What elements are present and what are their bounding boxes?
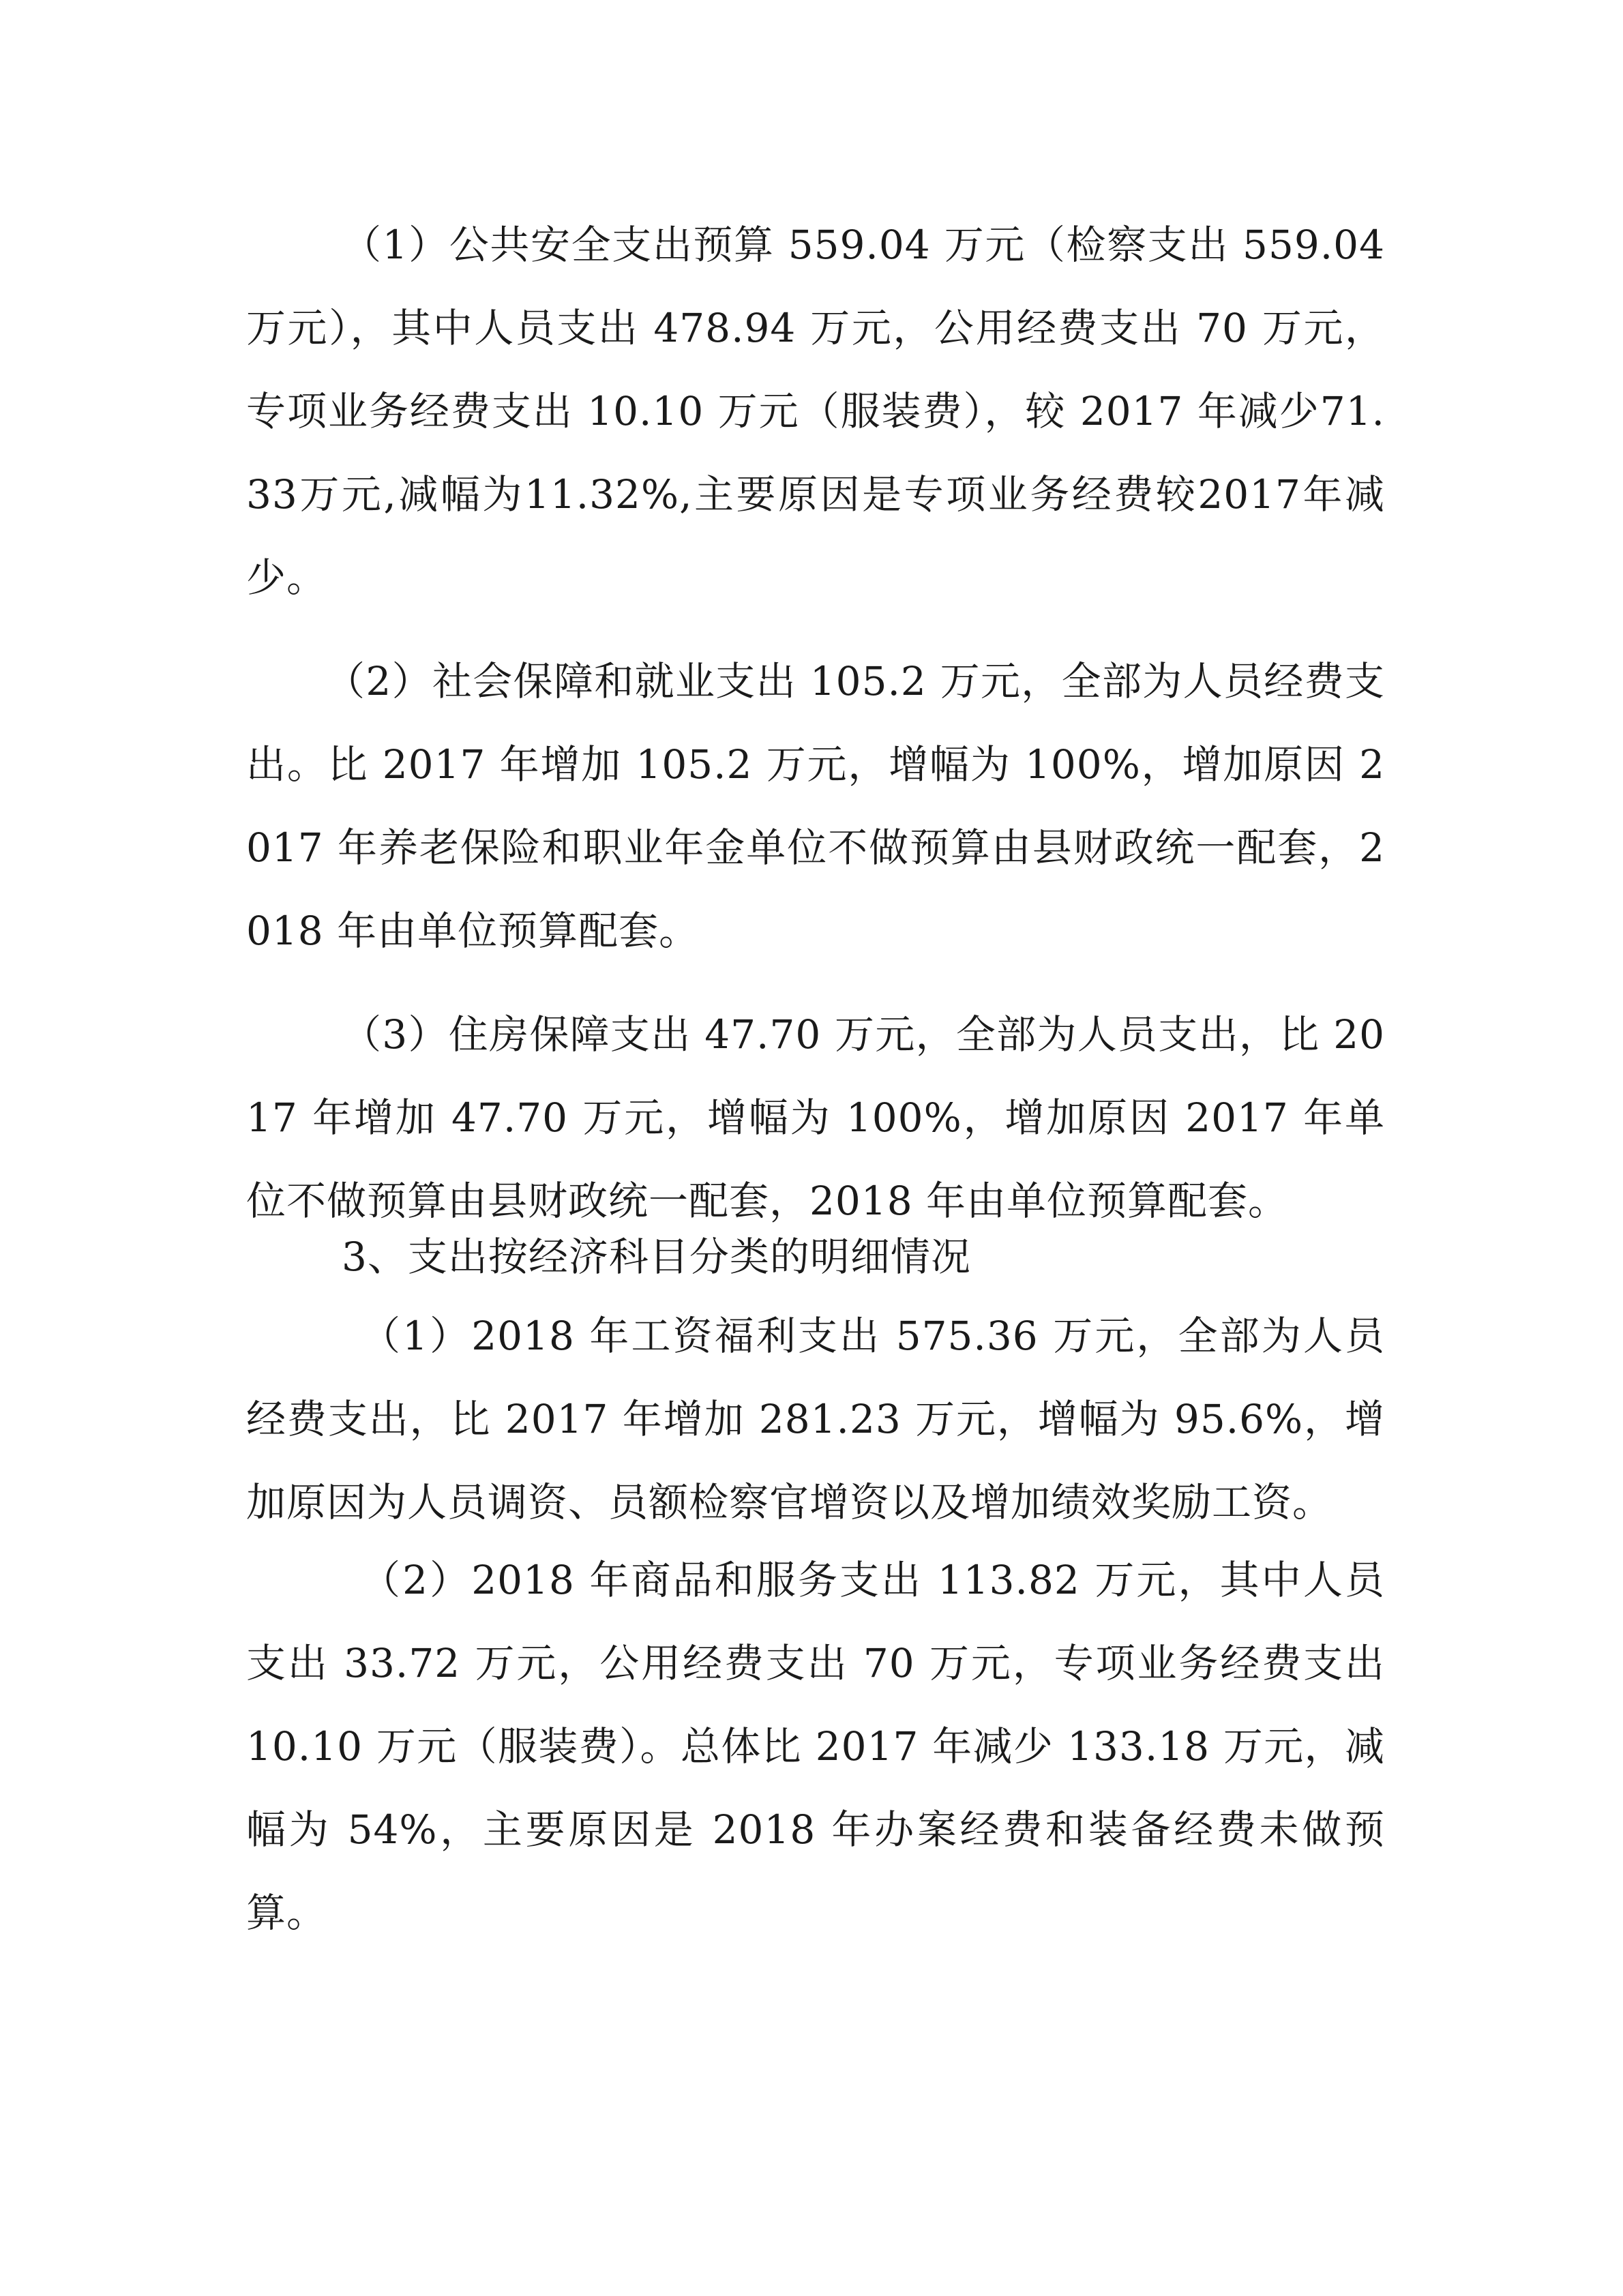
section-heading-economic-classification: 3、支出按经济科目分类的明细情况 xyxy=(342,1234,971,1280)
paragraph-goods-services-expenditure: （2）2018 年商品和服务支出 113.82 万元，其中人员支出 33.72 万元，公用经费支出 70 万元，专项业务经费支出 10.10 万元（服装费）。总体比 2017 年减少 133.18 万元，减幅为 54%，主要原因是 2018 年办案经费和装备经费未做预算。 xyxy=(246,1557,1385,1936)
paragraph-public-security-expenditure: （1）公共安全支出预算 559.04 万元（检察支出 559.04 万元），其中人员支出 478.94 万元，公用经费支出 70 万元，专项业务经费支出 10.10 万元（服装费），较 2017 年减少71.33万元,减幅为11.32%,主要原因是专项业务经费较2017年减少。 xyxy=(246,222,1385,601)
paragraph-social-security-expenditure: （2）社会保障和就业支出 105.2 万元，全部为人员经费支出。比 2017 年增加 105.2 万元，增幅为 100%，增加原因 2017 年养老保险和职业年金单位不做预算由县财政统一配套，2018 年由单位预算配套。 xyxy=(246,658,1385,954)
paragraph-housing-security-expenditure: （3）住房保障支出 47.70 万元，全部为人员支出，比 2017 年增加 47.70 万元，增幅为 100%，增加原因 2017 年单位不做预算由县财政统一配套，2018 年由单位预算配套。 xyxy=(246,1011,1385,1224)
paragraph-wage-welfare-expenditure: （1）2018 年工资福利支出 575.36 万元，全部为人员经费支出，比 2017 年增加 281.23 万元，增幅为 95.6%，增加原因为人员调资、员额检察官增资以及增加绩效奖励工资。 xyxy=(246,1313,1385,1525)
